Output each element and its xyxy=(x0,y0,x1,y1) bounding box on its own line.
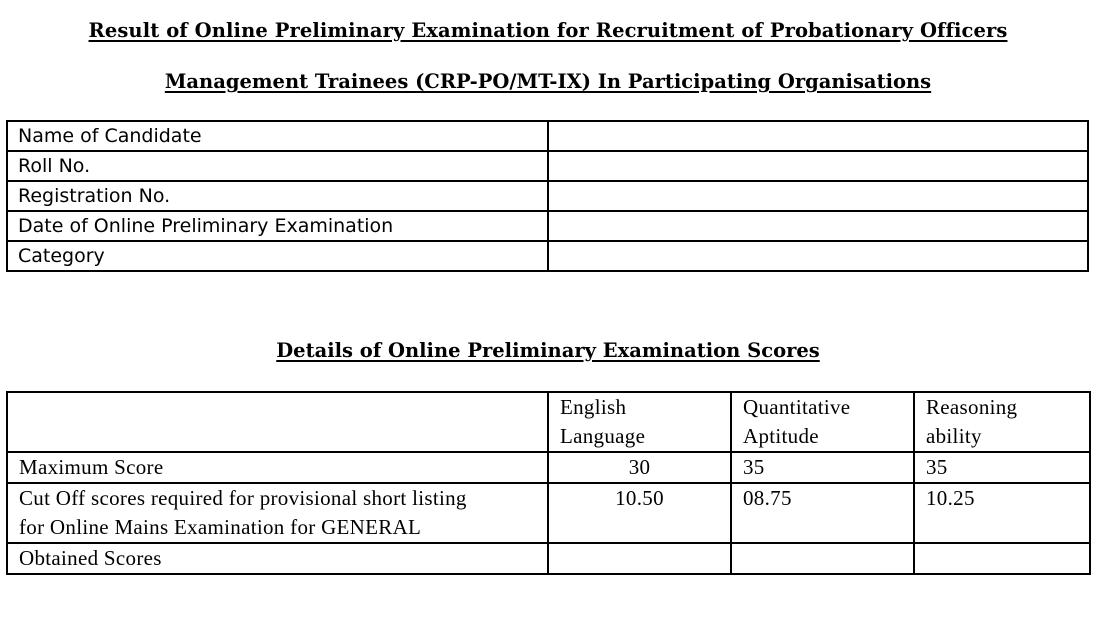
scores-section-heading: Details of Online Preliminary Examination Scores xyxy=(276,339,820,362)
table-row xyxy=(7,241,1088,271)
cutoff-quantitative: 08.75 xyxy=(731,483,914,543)
maximum-score-quantitative: 35 xyxy=(731,452,914,483)
obtained-quantitative xyxy=(731,543,914,574)
table-header-row xyxy=(7,392,1090,452)
empty-header-cell xyxy=(7,392,548,452)
obtained-scores-label: Obtained Scores xyxy=(7,543,548,574)
column-header-line: Aptitude xyxy=(743,424,819,448)
candidate-name-value xyxy=(548,121,1088,151)
maximum-score-reasoning: 35 xyxy=(914,452,1090,483)
table-row xyxy=(7,181,1088,211)
column-header-line: ability xyxy=(926,424,982,448)
column-header-line: Language xyxy=(560,424,646,448)
column-header-reasoning xyxy=(914,392,1090,452)
cutoff-english: 10.50 xyxy=(548,483,731,543)
maximum-score-label: Maximum Score xyxy=(7,452,548,483)
candidate-name-label: Name of Candidate xyxy=(7,121,548,151)
registration-no-value xyxy=(548,181,1088,211)
cutoff-label-line: Cut Off scores required for provisional short listing xyxy=(19,486,467,510)
exam-date-label: Date of Online Preliminary Examination xyxy=(7,211,548,241)
cutoff-label-line: for Online Mains Examination for GENERAL xyxy=(19,515,422,539)
column-header-line: Reasoning xyxy=(926,395,1018,419)
table-row xyxy=(7,543,1090,574)
obtained-english xyxy=(548,543,731,574)
table-row xyxy=(7,211,1088,241)
roll-no-label: Roll No. xyxy=(7,151,548,181)
column-header-line: English xyxy=(560,395,627,419)
registration-no-label: Registration No. xyxy=(7,181,548,211)
table-row xyxy=(7,121,1088,151)
obtained-reasoning xyxy=(914,543,1090,574)
scores-table xyxy=(6,391,1091,575)
table-row xyxy=(7,483,1090,543)
table-row xyxy=(7,151,1088,181)
cutoff-label xyxy=(7,483,548,543)
page-subtitle: Management Trainees (CRP-PO/MT-IX) In Participating Organisations xyxy=(164,70,932,93)
exam-date-value xyxy=(548,211,1088,241)
table-row xyxy=(7,452,1090,483)
column-header-english xyxy=(548,392,731,452)
roll-no-value xyxy=(548,151,1088,181)
page-title: Result of Online Preliminary Examination for Recruitment of Probationary Officers xyxy=(88,19,1008,42)
candidate-details-table xyxy=(6,120,1089,272)
column-header-quantitative xyxy=(731,392,914,452)
column-header-line: Quantitative xyxy=(743,395,851,419)
category-value xyxy=(548,241,1088,271)
category-label: Category xyxy=(7,241,548,271)
cutoff-reasoning: 10.25 xyxy=(914,483,1090,543)
maximum-score-english: 30 xyxy=(548,452,731,483)
